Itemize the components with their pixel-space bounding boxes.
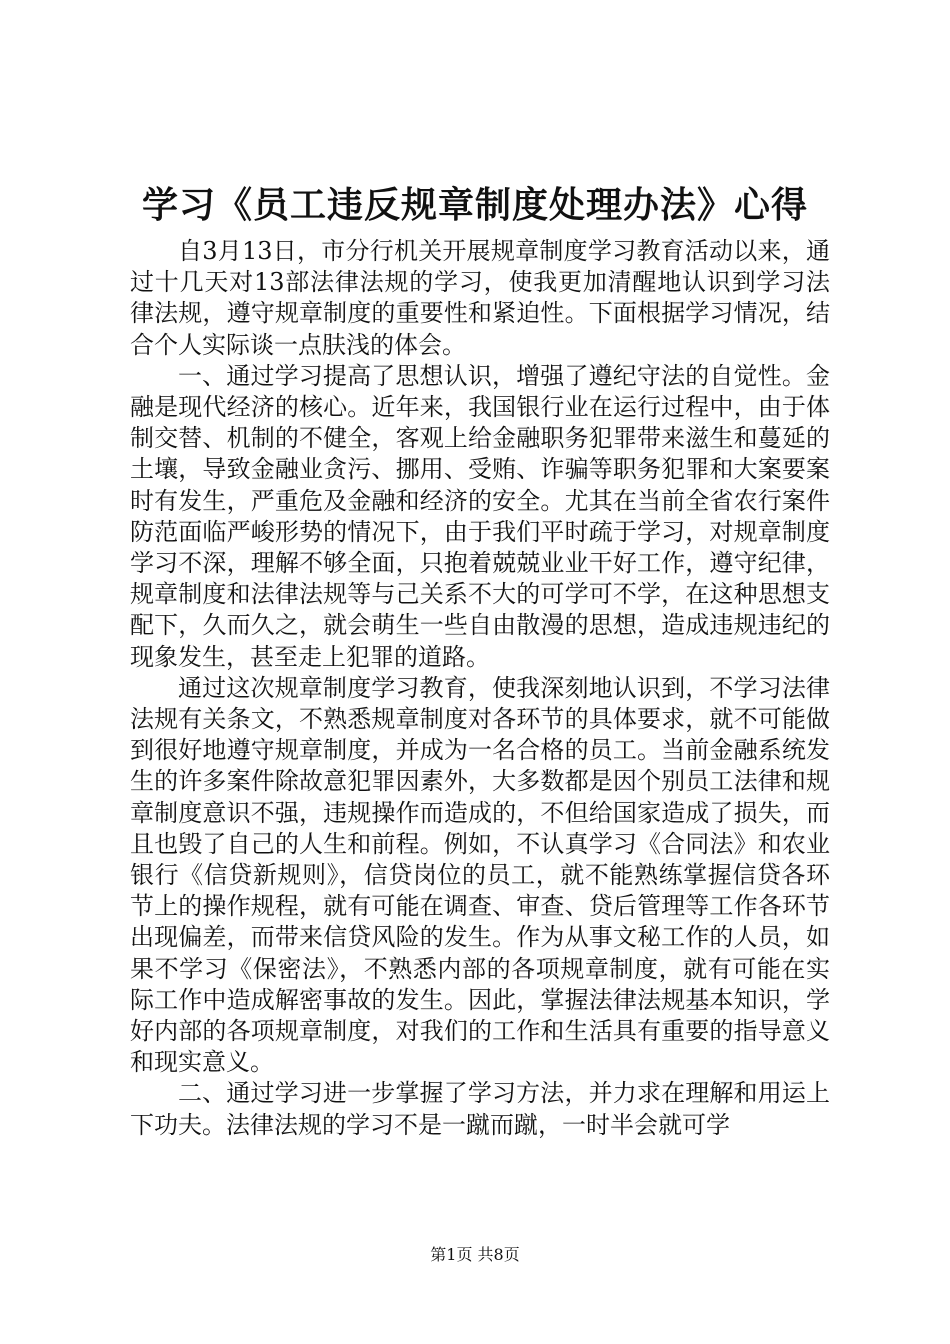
paragraph-2: 一、通过学习提高了思想认识，增强了遵纪守法的自觉性。金融是现代经济的核心。近年来，我国银行业在运行过程中，由于体制交替、机制的不健全，客观上给金融职务犯罪带来滋生和蔓延的土壤，导致金融业贪污、挪用、受贿、诈骗等职务犯罪和大案要案时有发生，严重危及金融和经济的安全。尤其在当前全省农行案件防范面临严峻形势的情况下，由于我们平时疏于学习，对规章制度学习不深，理解不够全面，只抱着兢兢业业干好工作，遵守纪律，规章制度和法律法规等与己关系不大的可学可不学，在这种思想支配下，久而久之，就会萌生一些自由散漫的思想，造成违规违纪的现象发生，甚至走上犯罪的道路。 — [130, 361, 830, 671]
page-footer: 第1页 共8页 — [430, 1245, 520, 1264]
paragraph-1: 自3月13日，市分行机关开展规章制度学习教育活动以来，通过十几天对13部法律法规的学习，使我更加清醒地认识到学习法律法规，遵守规章制度的重要性和紧迫性。下面根据学习情况，结合个人实际谈一点肤浅的体会。 — [130, 237, 830, 359]
paragraph-4: 二、通过学习进一步掌握了学习方法，并力求在理解和用运上下功夫。法律法规的学习不是一蹴而蹴，一时半会就可学 — [130, 1079, 830, 1139]
paragraph-3: 通过这次规章制度学习教育，使我深刻地认识到，不学习法律法规有关条文，不熟悉规章制度对各环节的具体要求，就不可能做到很好地遵守规章制度，并成为一名合格的员工。当前金融系统发生的许多案件除故意犯罪因素外，大多数都是因个别员工法律和规章制度意识不强，违规操作而造成的，不但给国家造成了损失，而且也毁了自己的人生和前程。例如，不认真学习《合同法》和农业银行《信贷新规则》，信贷岗位的员工，就不能熟练掌握信贷各环节上的操作规程，就有可能在调查、审查、贷后管理等工作各环节出现偏差，而带来信贷风险的发生。作为从事文秘工作的人员，如果不学习《保密法》，不熟悉内部的各项规章制度，就有可能在实际工作中造成解密事故的发生。因此，掌握法律法规基本知识，学好内部的各项规章制度，对我们的工作和生活具有重要的指导意义和现实意义。 — [130, 673, 830, 1077]
document-title: 学习《员工违反规章制度处理办法》心得 — [141, 185, 808, 226]
document-body — [130, 236, 830, 1141]
